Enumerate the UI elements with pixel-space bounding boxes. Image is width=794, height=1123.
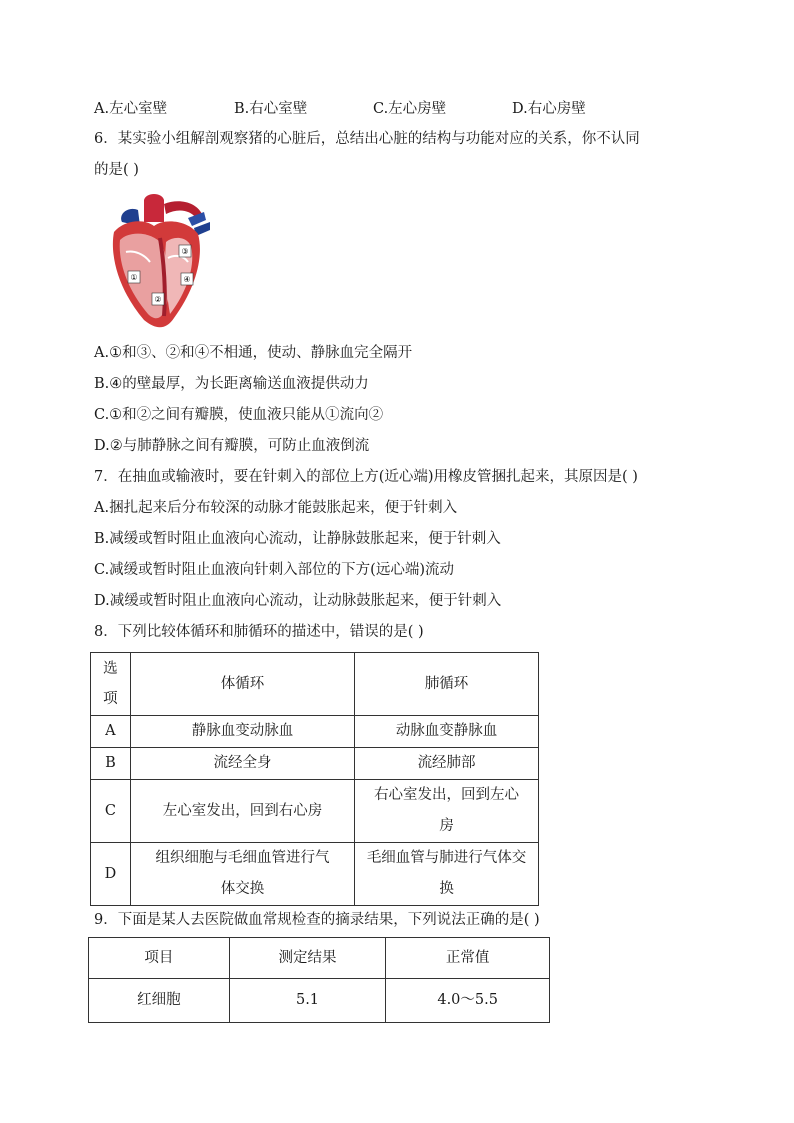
header-pulmonary: 肺循环 [355, 653, 539, 716]
q7-option-c: C.减缓或暂时阻止血液向针刺入部位的下方(远心端)流动 [94, 562, 454, 578]
table-cell: 流经全身 [130, 748, 354, 780]
q6-option-b: B.④的壁最厚，为长距离输送血液提供动力 [94, 376, 369, 392]
q6-option-c: C.①和②之间有瓣膜，使血液只能从①流向② [94, 407, 384, 423]
table-cell: B [91, 748, 131, 780]
label-3: ③ [181, 247, 189, 256]
table-cell: 静脉血变动脉血 [130, 716, 354, 748]
label-4: ④ [183, 275, 191, 284]
label-2: ② [154, 295, 162, 304]
table-cell: C [91, 780, 131, 843]
header-item: 项目 [89, 938, 230, 979]
table-cell: 毛细血管与肺进行气体交换 [355, 843, 539, 906]
table-row [89, 979, 550, 1023]
table-cell: 左心室发出，回到右心房 [130, 780, 354, 843]
q8-table [90, 652, 539, 906]
q5-option-b: B.右心室壁 [234, 101, 308, 117]
table-cell: D [91, 843, 131, 906]
q6-stem-line2: 的是( ) [94, 162, 139, 178]
table-cell: 右心室发出，回到左心房 [355, 780, 539, 843]
q6-option-a: A.①和③、②和④不相通，使动、静脉血完全隔开 [94, 345, 413, 361]
q9-table [88, 937, 550, 1023]
q7-stem: 7．在抽血或输液时，要在针刺入的部位上方(近心端)用橡皮管捆扎起来，其原因是( ) [94, 469, 638, 485]
label-1: ① [130, 273, 138, 282]
q5-option-c: C.左心房壁 [373, 101, 447, 117]
table-row [91, 843, 539, 906]
q5-options [94, 97, 714, 117]
q6-stem-line1: 6．某实验小组解剖观察猪的心脏后，总结出心脏的结构与功能对应的关系，你不认同 [94, 131, 640, 147]
header-normal: 正常值 [386, 938, 550, 979]
header-option: 选项 [91, 653, 131, 716]
q7-option-b: B.减缓或暂时阻止血液向心流动，让静脉鼓胀起来，便于针刺入 [94, 531, 501, 547]
q5-option-a: A.左心室壁 [94, 101, 168, 117]
table-row [91, 780, 539, 843]
q5-option-d: D.右心房壁 [512, 101, 586, 117]
header-systemic: 体循环 [130, 653, 354, 716]
table-cell: 5.1 [229, 979, 386, 1023]
table-row [91, 716, 539, 748]
q9-stem: 9．下面是某人去医院做血常规检查的摘录结果，下列说法正确的是( ) [94, 912, 540, 928]
table-cell: 红细胞 [89, 979, 230, 1023]
header-result: 测定结果 [229, 938, 386, 979]
table-cell: 组织细胞与毛细血管进行气体交换 [130, 843, 354, 906]
table-cell: 流经肺部 [355, 748, 539, 780]
table-header-row [89, 938, 550, 979]
table-cell: 动脉血变静脉血 [355, 716, 539, 748]
table-cell: 4.0～5.5 [386, 979, 550, 1023]
table-row [91, 748, 539, 780]
q6-option-d: D.②与肺静脉之间有瓣膜，可防止血液倒流 [94, 438, 370, 454]
table-header-row [91, 653, 539, 716]
heart-diagram [104, 192, 212, 332]
q7-option-a: A.捆扎起来后分布较深的动脉才能鼓胀起来，便于针刺入 [94, 500, 458, 516]
table-cell: A [91, 716, 131, 748]
q7-option-d: D.减缓或暂时阻止血液向心流动，让动脉鼓胀起来，便于针刺入 [94, 593, 502, 609]
q8-stem: 8．下列比较体循环和肺循环的描述中，错误的是( ) [94, 624, 424, 640]
